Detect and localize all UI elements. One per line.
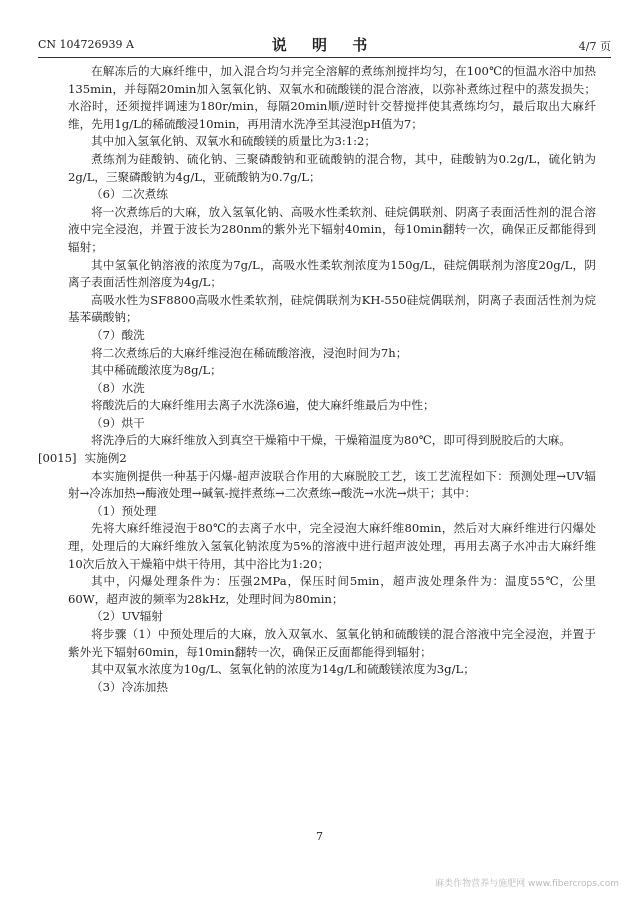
section-heading: （2）UV辐射	[91, 609, 163, 624]
header-divider	[38, 57, 611, 58]
document-body	[38, 63, 596, 696]
paragraph: 本实施例提供一种基于闪爆-超声波联合作用的大麻脱胶工艺，该工艺流程如下：预测处理→UV辐射→冷冻加热→酶液处理→碱氧-搅拌煮练→二次煮练→酸洗→水洗→烘干；其中：	[68, 468, 596, 501]
paragraph-tag: [0015]	[38, 451, 77, 466]
paragraph: 其中双氧水浓度为10g/L、氢氧化钠的浓度为14g/L和硫酸镁浓度为3g/L；	[91, 662, 475, 677]
paragraph: 在解冻后的大麻纤维中，加入混合均匀并完全溶解的煮练剂搅拌均匀，在100℃的恒温水浴中加热135min，并每隔20min加入氢氧化钠、双氧水和硫酸镁的混合溶液，以弥补煮练过程中的蒸发损失；水浴时，还须搅拌调速为180r/min，每隔20min顺/逆时针交替搅拌使其煮练均匀，最后取出大麻纤维，先用1g/L的稀硫酸浸10min，再用清水洗净至其浸泡pH值为7；	[68, 64, 596, 131]
document-title: 说 明 书	[271, 36, 378, 54]
page-header	[38, 34, 611, 54]
paragraph: 先将大麻纤维浸泡于80℃的去离子水中，完全浸泡大麻纤维80min，然后对大麻纤维进行闪爆处理，处理后的大麻纤维放入氢氧化钠浓度为5%的溶液中进行超声波处理，再用去离子水冲击大麻纤维10次后放入干燥箱中烘干待用，其中浴比为1:20；	[68, 521, 596, 571]
paragraph: 其中稀硫酸浓度为8g/L；	[91, 363, 222, 378]
paragraph: 其中氢氧化钠溶液的浓度为7g/L，高吸水性柔软剂浓度为150g/L，硅烷偶联剂为溶度20g/L，阴离子表面活性剂溶度为4g/L；	[68, 257, 596, 290]
page-indicator: 4/7 页	[578, 40, 611, 53]
paragraph: 煮练剂为硅酸钠、硫化钠、三聚磷酸钠和亚硫酸钠的混合物，其中，硅酸钠为0.2g/L，硫化钠为2g/L，三聚磷酸钠为4g/L，亚硫酸钠为0.7g/L；	[68, 151, 596, 184]
example-title: 实施例2	[84, 451, 127, 466]
page-number: 7	[316, 830, 323, 843]
paragraph: 将一次煮练后的大麻，放入氢氧化钠、高吸水性柔软剂、硅烷偶联剂、阴离子表面活性剂的混合溶液中完全浸泡，并置于波长为280nm的紫外光下辐射40min，每10min翻转一次，确保正反都能得到辐射；	[68, 204, 596, 254]
numbered-section	[38, 450, 596, 468]
paragraph: 高吸水性为SF8800高吸水性柔软剂，硅烷偶联剂为KH-550硅烷偶联剂，阴离子表面活性剂为烷基苯磺酸钠；	[68, 292, 596, 325]
patent-number: CN 104726939 A	[38, 38, 134, 51]
paragraph: 将酸洗后的大麻纤维用去离子水洗涤6遍，使大麻纤维最后为中性；	[91, 398, 435, 413]
watermark: 麻类作物营养与施肥网 www.fibercrops.com	[435, 879, 619, 889]
section-heading: （3）冷冻加热	[91, 679, 168, 694]
paragraph: 将二次煮练后的大麻纤维浸泡在稀硫酸溶液，浸泡时间为7h；	[91, 345, 408, 360]
paragraph: 其中，闪爆处理条件为：压强2MPa，保压时间5min，超声波处理条件为：温度55℃，公里60W，超声波的频率为28kHz，处理时间为80min；	[68, 574, 596, 606]
section-heading: （9）烘干	[91, 415, 145, 430]
paragraph: 将步骤（1）中预处理后的大麻，放入双氧水、氢氧化钠和硫酸镁的混合溶液中完全浸泡，并置于紫外光下辐射60min，每10min翻转一次，确保正反面都能得到辐射；	[68, 627, 596, 659]
section-heading: （7）酸洗	[91, 327, 145, 342]
paragraph: 将洗净后的大麻纤维放入到真空干燥箱中干燥，干燥箱温度为80℃，即可得到脱胶后的大麻。	[91, 433, 571, 448]
paragraph: 其中加入氢氧化钠、双氧水和硫酸镁的质量比为3:1:2；	[91, 134, 377, 149]
section-heading: （8）水洗	[91, 380, 145, 395]
section-heading: （1）预处理	[91, 503, 157, 518]
section-heading: （6）二次煮练	[91, 187, 168, 202]
